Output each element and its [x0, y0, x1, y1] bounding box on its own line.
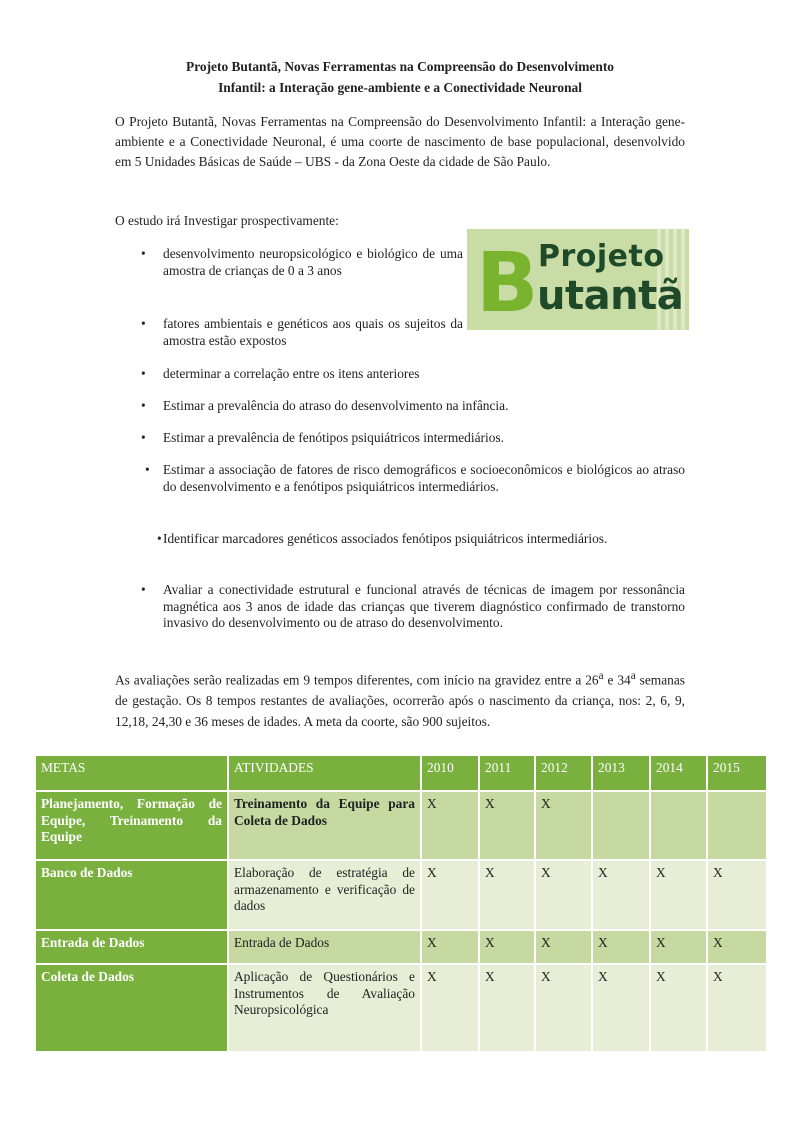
- logo-letter-b: B: [476, 236, 539, 330]
- title-line-1: Projeto Butantã, Novas Ferramentas na Compreensão do Desenvolvimento: [186, 59, 614, 74]
- header-year: 2010: [421, 755, 479, 791]
- mark-cell: X: [535, 791, 592, 860]
- bullet-dot: •: [145, 462, 150, 477]
- mark-cell: [707, 791, 767, 860]
- bullet-item: [141, 582, 685, 632]
- activity-cell: Entrada de Dados: [228, 930, 421, 964]
- bullet-text: Estimar a associação de fatores de risco demográficos e socioeconômicos e biológicos ao atraso do desenvolvimento e a fenótipos psiquiátricos intermediários.: [163, 462, 685, 494]
- bullet-dot: •: [141, 246, 146, 261]
- evaluations-text-3: semanas de gestação. Os 8 tempos restantes de avaliações, ocorrerão após o nascimento da criança, nos: 2, 6, 9, 12,18, 24,30 e 36 meses de idades. A meta da coorte, são 900 sujeitos.: [115, 672, 685, 730]
- bullet-item: [141, 398, 685, 415]
- ordinal-superscript: a: [630, 670, 636, 682]
- table-row: [35, 860, 767, 930]
- mark-cell: [650, 791, 707, 860]
- evaluations-text-2: e 34: [603, 672, 631, 688]
- meta-cell: Coleta de Dados: [35, 964, 228, 1052]
- projeto-butanta-logo: [467, 229, 689, 330]
- mark-cell: X: [535, 860, 592, 930]
- evaluations-text-1: As avaliações serão realizadas em 9 tempos diferentes, com início na gravidez entre a 26: [115, 672, 599, 688]
- bullet-dot: •: [141, 582, 146, 597]
- mark-cell: X: [650, 860, 707, 930]
- mark-cell: X: [707, 964, 767, 1052]
- bullet-item: [141, 430, 685, 447]
- mark-cell: X: [421, 964, 479, 1052]
- study-heading: O estudo irá Investigar prospectivamente:: [115, 213, 339, 228]
- activity-cell: Elaboração de estratégia de armazenamento e verificação de dados: [228, 860, 421, 930]
- bullet-text: desenvolvimento neuropsicológico e biológico de uma amostra de crianças de 0 a 3 anos: [163, 246, 463, 278]
- mark-cell: X: [707, 860, 767, 930]
- header-year: 2015: [707, 755, 767, 791]
- meta-cell: Planejamento, Formação de Equipe, Treinamento da Equipe: [35, 791, 228, 860]
- ordinal-superscript: a: [598, 670, 604, 682]
- mark-cell: X: [479, 860, 535, 930]
- bullet-text: fatores ambientais e genéticos aos quais os sujeitos da amostra estão expostos: [163, 316, 463, 348]
- mark-cell: X: [421, 791, 479, 860]
- table-row: [35, 964, 767, 1052]
- evaluations-paragraph: [115, 666, 685, 732]
- mark-cell: X: [479, 930, 535, 964]
- mark-cell: [592, 791, 650, 860]
- mark-cell: X: [592, 930, 650, 964]
- table-row: [35, 791, 767, 860]
- title-line-2: Infantil: a Interação gene-ambiente e a Conectividade Neuronal: [218, 80, 582, 95]
- logo-word-projeto: Projeto: [538, 239, 665, 274]
- activity-cell: Treinamento da Equipe para Coleta de Dados: [228, 791, 421, 860]
- mark-cell: X: [650, 930, 707, 964]
- mark-cell: X: [592, 860, 650, 930]
- mark-cell: X: [421, 930, 479, 964]
- bullet-item: [145, 462, 685, 495]
- table-header-row: [35, 755, 767, 791]
- document-title: [115, 56, 685, 98]
- bullet-text: Estimar a prevalência do atraso do desenvolvimento na infância.: [163, 398, 509, 413]
- bullet-dot: •: [141, 316, 146, 331]
- meta-cell: Banco de Dados: [35, 860, 228, 930]
- mark-cell: X: [535, 964, 592, 1052]
- mark-cell: X: [592, 964, 650, 1052]
- activity-cell: Aplicação de Questionários e Instrumentos de Avaliação Neuropsicológica: [228, 964, 421, 1052]
- bullet-item: [157, 531, 685, 548]
- mark-cell: X: [707, 930, 767, 964]
- bullet-dot: •: [141, 430, 146, 445]
- bullet-item: [141, 366, 685, 383]
- bullet-text: determinar a correlação entre os itens anteriores: [163, 366, 420, 381]
- mark-cell: X: [535, 930, 592, 964]
- intro-paragraph: O Projeto Butantã, Novas Ferramentas na Compreensão do Desenvolvimento Infantil: a Interação gene-ambiente e a Conectividade Neuronal, é uma coorte de nascimento de base populacional, desenvolvido em 5 Unidades Básicas de Saúde – UBS - da Zona Oeste da cidade de São Paulo.: [115, 114, 685, 169]
- table-row: [35, 930, 767, 964]
- logo-word-utanta: utantã: [537, 273, 684, 319]
- bullet-item: [141, 246, 463, 279]
- header-atividades: ATIVIDADES: [228, 755, 421, 791]
- bullet-text: Estimar a prevalência de fenótipos psiquiátricos intermediários.: [163, 430, 504, 445]
- bullet-text: Identificar marcadores genéticos associados fenótipos psiquiátricos intermediários.: [163, 531, 608, 546]
- meta-cell: Entrada de Dados: [35, 930, 228, 964]
- schedule-table: [34, 754, 768, 1053]
- bullet-dot: •: [141, 366, 146, 381]
- mark-cell: X: [479, 791, 535, 860]
- header-year: 2014: [650, 755, 707, 791]
- bullet-text: Avaliar a conectividade estrutural e funcional através de técnicas de imagem por ressonância magnética aos 3 anos de idade das crianças que tiverem diagnóstico confirmado de transtorno invasivo do desenvolvimento ou de atraso do desenvolvimento.: [163, 582, 685, 630]
- mark-cell: X: [650, 964, 707, 1052]
- header-year: 2011: [479, 755, 535, 791]
- mark-cell: X: [421, 860, 479, 930]
- header-year: 2012: [535, 755, 592, 791]
- bullet-dot: •: [141, 398, 146, 413]
- bullet-dot: •: [157, 531, 162, 546]
- header-year: 2013: [592, 755, 650, 791]
- mark-cell: X: [479, 964, 535, 1052]
- bullet-item: [141, 316, 463, 349]
- header-metas: METAS: [35, 755, 228, 791]
